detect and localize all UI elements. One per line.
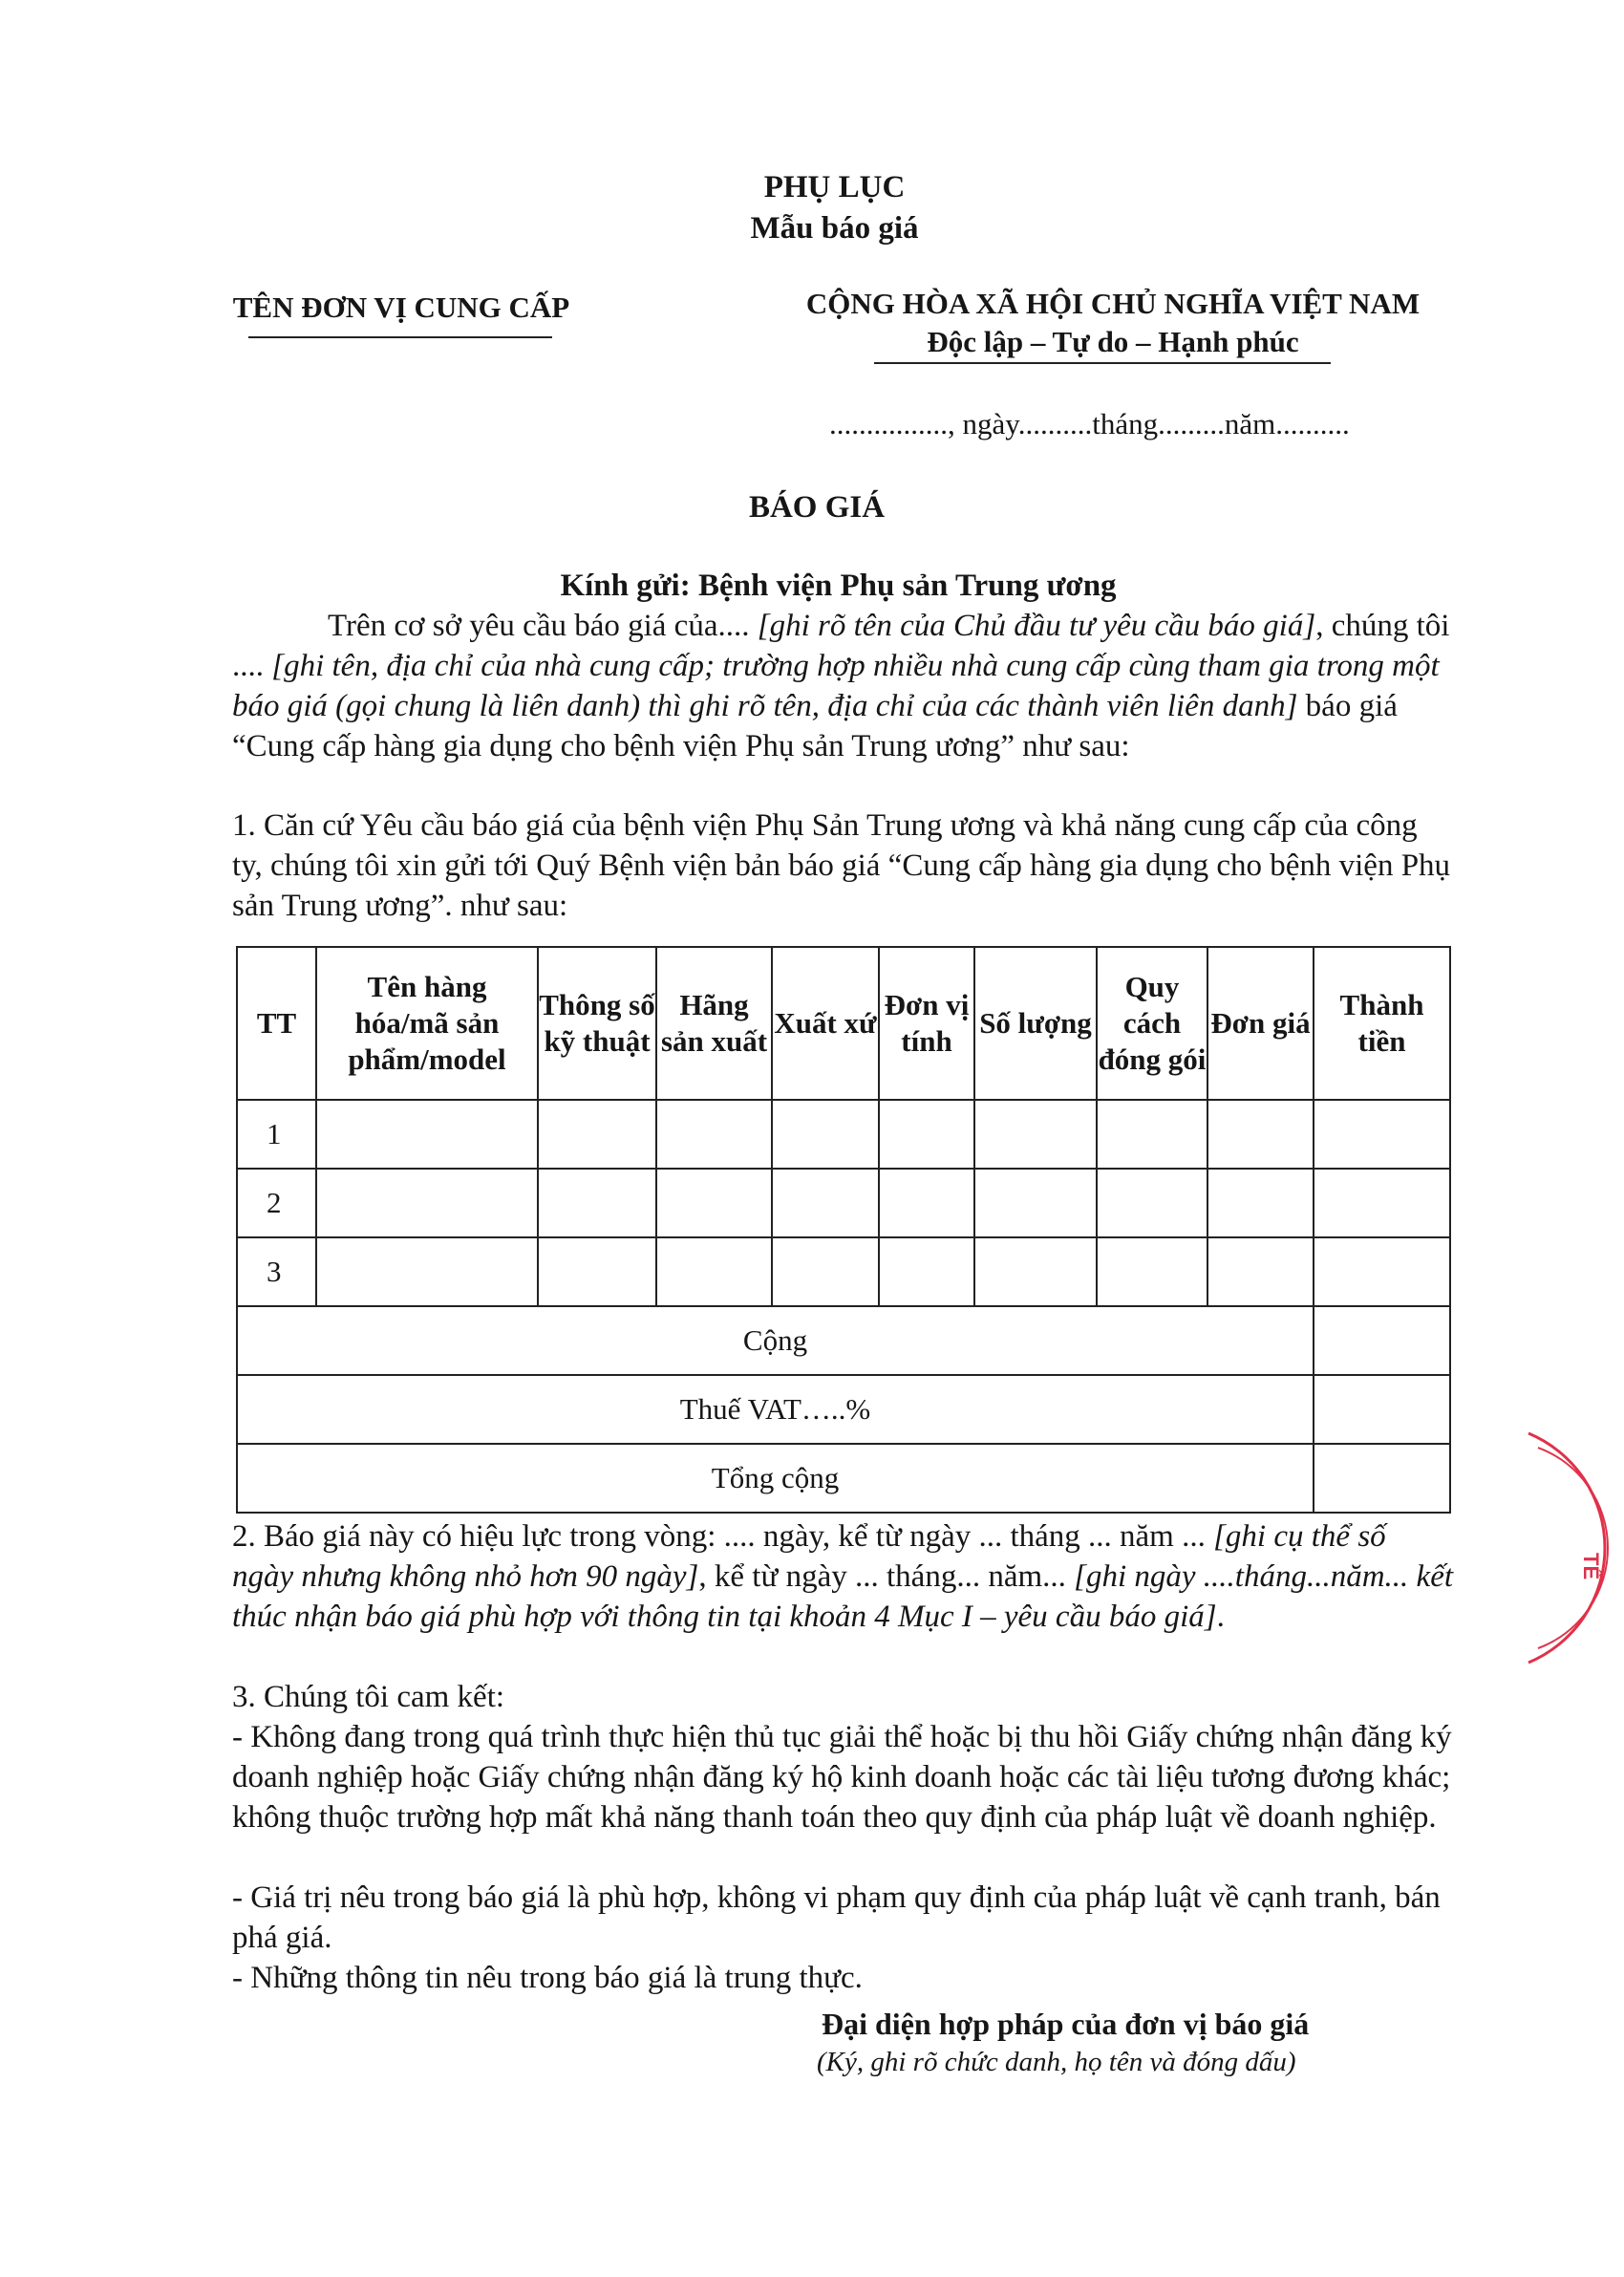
cell-quantity bbox=[974, 1169, 1097, 1237]
validity-note-2: [ghi ngày ....tháng...năm... kết thúc nhận báo giá phù hợp với thông tin tại khoản 4 Mục I – yêu cầu báo giá] bbox=[232, 1559, 1454, 1634]
cell-product-name bbox=[316, 1237, 538, 1306]
subtotal-amount bbox=[1314, 1306, 1450, 1375]
cell-manufacturer bbox=[656, 1169, 772, 1237]
vat-row bbox=[237, 1375, 1450, 1444]
row-number: 1 bbox=[237, 1100, 316, 1169]
intro-note-1: [ghi rõ tên của Chủ đầu tư yêu cầu báo giá] bbox=[757, 609, 1316, 643]
row-number: 2 bbox=[237, 1169, 316, 1237]
commitment-item: - Giá trị nêu trong báo giá là phù hợp, không vi phạm quy định của pháp luật về cạnh tranh, bán phá giá. bbox=[232, 1880, 1441, 1955]
red-seal-stamp bbox=[1500, 1414, 1624, 1682]
cell-quantity bbox=[974, 1100, 1097, 1169]
intro-note-2: [ghi tên, địa chỉ của nhà cung cấp; trường hợp nhiều nhà cung cấp cùng tham gia trong một báo giá (gọi chung là liên danh) thì ghi rõ tên, địa chỉ của các thành viên liên danh] bbox=[232, 649, 1440, 723]
cell-amount bbox=[1314, 1237, 1450, 1306]
signature-note: (Ký, ghi rõ chức danh, họ tên và đóng dấu) bbox=[817, 2047, 1296, 2077]
intro-text-1: Trên cơ sở yêu cầu báo giá của.... bbox=[328, 609, 758, 643]
cell-specifications bbox=[538, 1237, 656, 1306]
row-number: 3 bbox=[237, 1237, 316, 1306]
appendix-subtitle: Mẫu báo giá bbox=[750, 211, 919, 246]
table-row bbox=[237, 1237, 1450, 1306]
header-tt: TT bbox=[237, 947, 316, 1100]
cell-manufacturer bbox=[656, 1237, 772, 1306]
cell-unit-price bbox=[1207, 1237, 1314, 1306]
header-unit-price: Đơn giá bbox=[1207, 947, 1314, 1100]
cell-product-name bbox=[316, 1169, 538, 1237]
cell-specifications bbox=[538, 1169, 656, 1237]
stamp-lettering: TẾ bbox=[1579, 1553, 1603, 1580]
header-amount: Thành tiền bbox=[1314, 947, 1450, 1100]
table-row bbox=[237, 1100, 1450, 1169]
cell-product-name bbox=[316, 1100, 538, 1169]
validity-text-1: 2. Báo giá này có hiệu lực trong vòng: .... ngày, kể từ ngày ... tháng ... năm ... bbox=[232, 1519, 1214, 1554]
cell-origin bbox=[772, 1169, 879, 1237]
table-header-row bbox=[237, 947, 1450, 1100]
motto-underline bbox=[874, 362, 1331, 364]
table-row bbox=[237, 1169, 1450, 1237]
total-row bbox=[237, 1444, 1450, 1513]
cell-packaging bbox=[1097, 1237, 1207, 1306]
cell-amount bbox=[1314, 1100, 1450, 1169]
section-3-heading: 3. Chúng tôi cam kết: bbox=[232, 1680, 505, 1714]
supplier-name: TÊN ĐƠN VỊ CUNG CẤP bbox=[232, 290, 570, 324]
commitment-item: - Những thông tin nêu trong báo giá là trung thực. bbox=[232, 1961, 863, 1995]
header-unit: Đơn vị tính bbox=[879, 947, 974, 1100]
total-amount bbox=[1314, 1444, 1450, 1513]
section-1-paragraph: 1. Căn cứ Yêu cầu báo giá của bệnh viện Phụ Sản Trung ương và khả năng cung cấp của công ty, chúng tôi xin gửi tới Quý Bệnh viện bản báo giá “Cung cấp hàng gia dụng cho bệnh viện Phụ sản Trung ương”. như sau: bbox=[232, 808, 1451, 923]
header-origin: Xuất xứ bbox=[772, 947, 879, 1100]
cell-unit-price bbox=[1207, 1100, 1314, 1169]
intro-paragraph bbox=[232, 606, 1455, 766]
quotation-table bbox=[236, 946, 1451, 1514]
national-motto: Độc lập – Tự do – Hạnh phúc bbox=[927, 325, 1299, 358]
header-manufacturer: Hãng sản xuất bbox=[656, 947, 772, 1100]
validity-note-1: [ghi cụ thể số ngày nhưng không nhỏ hơn 90 ngày] bbox=[232, 1519, 1386, 1594]
addressee-line: Kính gửi: Bệnh viện Phụ sản Trung ương bbox=[560, 569, 1117, 603]
intro-text-2: , chúng tôi .... bbox=[232, 609, 1450, 683]
cell-unit bbox=[879, 1237, 974, 1306]
cell-unit-price bbox=[1207, 1169, 1314, 1237]
cell-packaging bbox=[1097, 1169, 1207, 1237]
total-label: Tổng cộng bbox=[237, 1444, 1314, 1513]
subtotal-row bbox=[237, 1306, 1450, 1375]
appendix-title: PHỤ LỤC bbox=[763, 170, 906, 204]
cell-specifications bbox=[538, 1100, 656, 1169]
cell-quantity bbox=[974, 1237, 1097, 1306]
cell-amount bbox=[1314, 1169, 1450, 1237]
section-2-paragraph bbox=[232, 1516, 1455, 1637]
commitment-item: - Không đang trong quá trình thực hiện thủ tục giải thể hoặc bị thu hồi Giấy chứng nhận đăng ký doanh nghiệp hoặc Giấy chứng nhận đăng ký hộ kinh doanh hoặc các tài liệu tương đương khác; không thuộc trường hợp mất khả năng thanh toán theo quy định của pháp luật về doanh nghiệp. bbox=[232, 1720, 1452, 1835]
vat-label: Thuế VAT…..% bbox=[237, 1375, 1314, 1444]
header-product-name: Tên hàng hóa/mã sản phẩm/model bbox=[316, 947, 538, 1100]
supplier-underline bbox=[248, 336, 552, 338]
vat-amount bbox=[1314, 1375, 1450, 1444]
header-packaging: Quy cách đóng gói bbox=[1097, 947, 1207, 1100]
validity-text-2: , kể từ ngày ... tháng... năm... bbox=[698, 1559, 1075, 1594]
intro-text-3: báo giá “Cung cấp hàng gia dụng cho bệnh viện Phụ sản Trung ương” như sau: bbox=[232, 689, 1398, 763]
subtotal-label: Cộng bbox=[237, 1306, 1314, 1375]
cell-unit bbox=[879, 1100, 974, 1169]
cell-origin bbox=[772, 1237, 879, 1306]
cell-unit bbox=[879, 1169, 974, 1237]
validity-text-3: . bbox=[1216, 1600, 1225, 1634]
republic-heading: CỘNG HÒA XÃ HỘI CHỦ NGHĨA VIỆT NAM bbox=[805, 287, 1421, 320]
cell-manufacturer bbox=[656, 1100, 772, 1169]
cell-packaging bbox=[1097, 1100, 1207, 1169]
header-quantity: Số lượng bbox=[974, 947, 1097, 1100]
place-date-line: ................, ngày..........tháng.........năm.......... bbox=[829, 407, 1350, 440]
document-title: BÁO GIÁ bbox=[748, 490, 886, 525]
signature-title: Đại diện hợp pháp của đơn vị báo giá bbox=[822, 2007, 1310, 2041]
header-specifications: Thông số kỹ thuật bbox=[538, 947, 656, 1100]
cell-origin bbox=[772, 1100, 879, 1169]
